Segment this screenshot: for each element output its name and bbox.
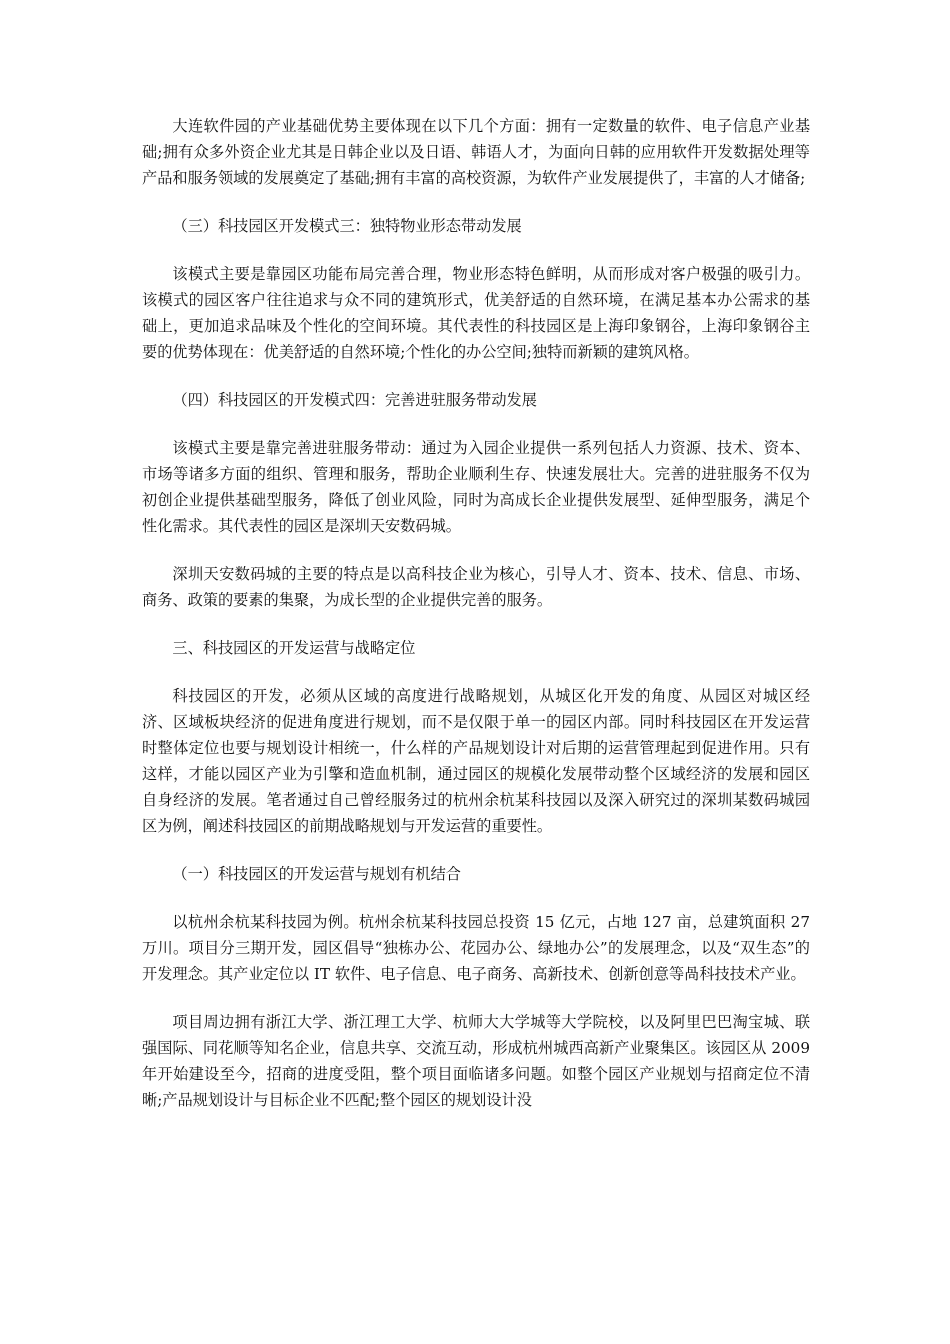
document-page <box>142 113 810 1135</box>
heading-subsection-one: （一）科技园区的开发运营与规划有机结合 <box>172 865 461 883</box>
heading-mode-four: （四）科技园区的开发模式四：完善进驻服务带动发展 <box>172 391 537 409</box>
paragraph-mode-four-description: 该模式主要是靠完善进驻服务带动：通过为入园企业提供一系列包括人力资源、技术、资本、市场等诸多方面的组织、管理和服务，帮助企业顺利生存、快速发展壮大。完善的进驻服务不仅为初创企业提供基础型服务，降低了创业风险，同时为高成长企业提供发展型、延伸型服务，满足个性化需求。其代表性的园区是深圳天安数码城。 <box>142 439 810 535</box>
paragraph-mode-three-description: 该模式主要是靠园区功能布局完善合理，物业形态特色鲜明，从而形成对客户极强的吸引力。该模式的园区客户往往追求与众不同的建筑形式，优美舒适的自然环境，在满足基本办公需求的基础上，更加追求品味及个性化的空间环境。其代表性的科技园区是上海印象钢谷，上海印象钢谷主要的优势体现在：优美舒适的自然环境;个性化的办公空间;独特而新颖的建筑风格。 <box>142 265 810 361</box>
paragraph-hangzhou-yuhang-park: 以杭州余杭某科技园为例。杭州余杭某科技园总投资 15 亿元，占地 127 亩，总建筑面积 27 万川。项目分三期开发，园区倡导“独栋办公、花园办公、绿地办公”的发展理念，以及“双生态”的开发理念。其产业定位以 IT 软件、电子信息、电子商务、高新技术、创新创意等咼科技技术产业。 <box>142 913 810 983</box>
paragraph-project-surroundings: 项目周边拥有浙江大学、浙江理工大学、杭师大大学城等大学院校，以及阿里巴巴淘宝城、联强国际、同花顺等知名企业，信息共享、交流互动，形成杭州城西高新产业聚集区。该园区从 2009 年开始建设至今，招商的进度受阻，整个项目面临诸多问题。如整个园区产业规划与招商定位不清晰;产品规划设计与目标企业不匹配;整个园区的规划设计没 <box>142 1013 810 1109</box>
heading-mode-three: （三）科技园区开发模式三：独特物业形态带动发展 <box>172 217 522 235</box>
paragraph-dalian-software-park: 大连软件园的产业基础优势主要体现在以下几个方面：拥有一定数量的软件、电子信息产业基础;拥有众多外资企业尤其是日韩企业以及日语、韩语人才，为面向日韩的应用软件开发数据处理等产品和服务领域的发展奠定了基础;拥有丰富的高校资源，为软件产业发展提供了，丰富的人才储备; <box>142 117 810 187</box>
heading-section-three: 三、科技园区的开发运营与战略定位 <box>172 639 416 657</box>
paragraph-shenzhen-tianan: 深圳天安数码城的主要的特点是以高科技企业为核心，引导人才、资本、技术、信息、市场、商务、政策的要素的集聚，为成长型的企业提供完善的服务。 <box>142 565 810 609</box>
paragraph-strategic-planning: 科技园区的开发，必须从区域的高度进行战略规划，从城区化开发的角度、从园区对城区经济、区域板块经济的促进角度进行规划，而不是仅限于单一的园区内部。同时科技园区在开发运营时整体定位也要与规划设计相统一，什么样的产品规划设计对后期的运营管理起到促进作用。只有这样，才能以园区产业为引擎和造血机制，通过园区的规模化发展带动整个区域经济的发展和园区自身经济的发展。笔者通过自己曾经服务过的杭州余杭某科技园以及深入研究过的深圳某数码城园区为例，阐述科技园区的前期战略规划与开发运营的重要性。 <box>142 687 810 835</box>
